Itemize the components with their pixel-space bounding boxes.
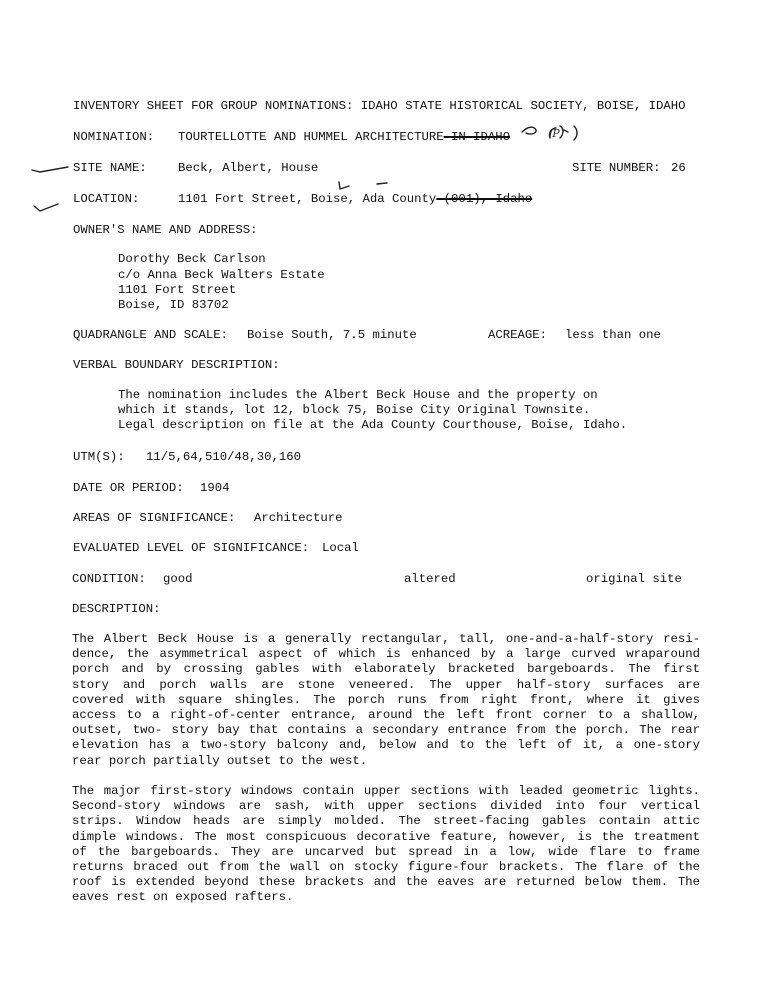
paragraph-line: returns braced out from the wall on stocky figure-four brackets. The flare of the [72, 859, 700, 874]
boundary-line-3: Legal description on file at the Ada County Courthouse, Boise, Idaho. [118, 418, 628, 432]
description-label: DESCRIPTION: [72, 602, 161, 616]
paragraph-line: porch and by crossing gables with elaborately bracketed bargeboards. The first [72, 662, 700, 677]
paragraph-line: The Albert Beck House is a generally rectangular, tall, one-and-a-half-story resi- [72, 632, 700, 646]
location-row [178, 192, 532, 207]
paragraph-line: strips. Window heads are simply molded. The street-facing gables contain attic [72, 814, 700, 829]
utm-value: 11/5,64,510/48,30,160 [146, 450, 301, 464]
boundary-line-2: which it stands, lot 12, block 75, Boise City Original Townsite. [118, 403, 591, 417]
paragraph-line: of the bargeboards. They are uncarved but spread in a low, wide flare to frame [72, 844, 700, 859]
condition-value: good [163, 572, 193, 586]
paragraph-line: covered with square shingles. The porch runs from right front, where it gives [72, 692, 700, 707]
boundary-line-1: The nomination includes the Albert Beck House and the property on [118, 388, 598, 402]
site-number-label: SITE NUMBER: [572, 161, 661, 175]
nomination-label: NOMINATION: [73, 130, 155, 144]
nomination-value: TOURTELLOTTE AND HUMMEL ARCHITECTURE [178, 130, 444, 144]
location-label: LOCATION: [73, 192, 140, 206]
sheet-header: INVENTORY SHEET FOR GROUP NOMINATIONS: IDAHO STATE HISTORICAL SOCIETY, BOISE, IDAHO [73, 99, 686, 113]
date-label: DATE OR PERIOD: [73, 481, 184, 495]
paragraph-line: outset, two- story bay that contains a secondary entrance from the porch. The rear [72, 723, 700, 738]
paragraph-line: elevation has a two-story balcony and, below and to the left of it, a one-story [72, 738, 700, 753]
margin-check-mark [30, 160, 70, 176]
location-value-part2: reet, Boise, Ada County [266, 192, 437, 206]
description-paragraph-1 [72, 632, 700, 769]
paragraph-line: dimple windows. The most conspicuous decorative feature, however, is the treatment [72, 829, 700, 844]
quadrangle-label: QUADRANGLE AND SCALE: [73, 328, 228, 342]
paragraph-line: roof is extended beyond these brackets and the eaves are returned below them. The [72, 875, 700, 890]
owner-line-1: Dorothy Beck Carlson [118, 252, 266, 266]
paragraph-line: eaves rest on exposed rafters. [72, 890, 294, 905]
acreage-value: less than one [565, 328, 661, 342]
handwritten-tick-marks [335, 178, 395, 192]
level-label: EVALUATED LEVEL OF SIGNIFICANCE: [73, 541, 310, 555]
quadrangle-value: Boise South, 7.5 minute [247, 328, 417, 342]
owner-line-3: 1101 Fort Street [118, 283, 237, 297]
condition-altered: altered [404, 572, 456, 586]
nomination-struck-text: IN IDAHO [443, 130, 511, 144]
handwritten-note: (P) [548, 127, 564, 140]
paragraph-line: story and porch walls are stone veneered. The upper half-story surfaces are [72, 677, 700, 692]
location-value-part1: 1101 Fort St [178, 192, 267, 206]
site-number-value: 26 [671, 161, 686, 175]
acreage-label: ACREAGE: [488, 328, 548, 342]
paragraph-line: access to a right-of-center entrance, around the left front corner to a shallow, [72, 707, 700, 722]
location-struck-text: (001), Idaho [436, 192, 533, 206]
description-paragraph-2 [72, 784, 700, 906]
paragraph-line: rear porch partially outset to the west. [72, 753, 368, 768]
owner-line-2: c/o Anna Beck Walters Estate [118, 268, 325, 282]
date-value: 1904 [200, 481, 230, 495]
condition-label: CONDITION: [72, 572, 146, 586]
paragraph-line: Second-story windows are sash, with upper sections divided into four vertical [72, 799, 700, 814]
owner-line-4: Boise, ID 83702 [118, 298, 229, 312]
boundary-label: VERBAL BOUNDARY DESCRIPTION: [73, 358, 280, 372]
nomination-row [178, 130, 510, 145]
areas-label: AREAS OF SIGNIFICANCE: [73, 511, 236, 525]
level-value: Local [322, 541, 359, 555]
areas-value: Architecture [254, 511, 343, 525]
site-name-label: SITE NAME: [73, 161, 147, 175]
paragraph-line: The major first-story windows contain upper sections with leaded geometric lights. [72, 784, 700, 798]
utm-label: UTM(S): [73, 450, 125, 464]
owner-label: OWNER'S NAME AND ADDRESS: [73, 223, 258, 237]
condition-site: original site [586, 572, 682, 586]
paragraph-line: dence, the asymmetrical aspect of which is enhanced by a large curved wraparound [72, 647, 700, 662]
site-name-value: Beck, Albert, House [178, 161, 319, 175]
margin-check-mark-2 [32, 198, 62, 218]
